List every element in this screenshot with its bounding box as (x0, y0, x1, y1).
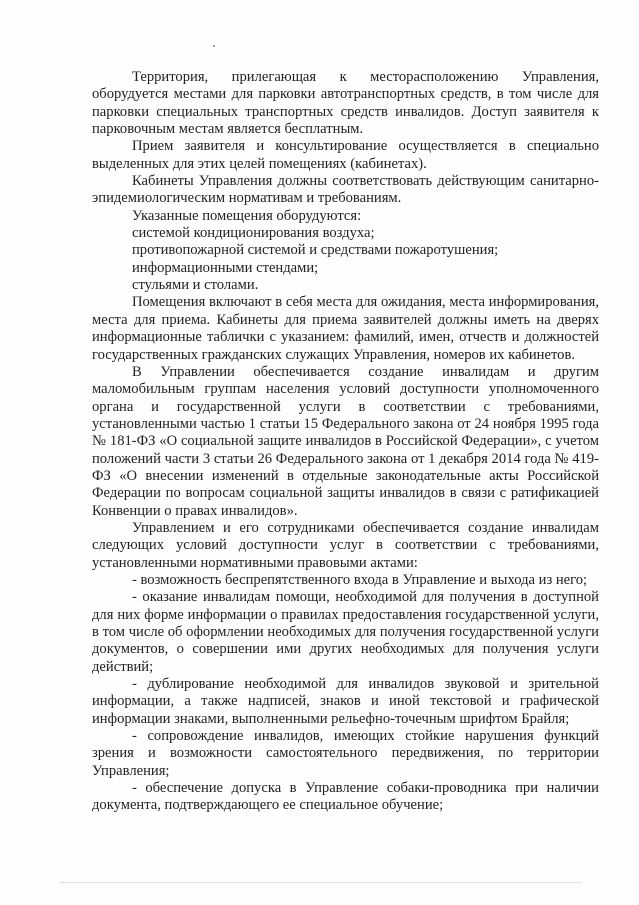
list-item-furniture: стульями и столами. (132, 277, 259, 294)
paragraph-equipment-intro: Указанные помещения оборудуются: (132, 207, 362, 224)
paragraph-reception: Прием заявителя и консультирование осуществляется в специально выделенных для этих целей помещениях (кабинетах). (92, 138, 599, 172)
scan-bottom-dots (60, 882, 580, 884)
list-item-guide-dog: - обеспечение допуска в Управление собаки-проводника при наличии документа, подтверждающего ее специальное обучение; (92, 780, 599, 814)
scan-speck (213, 45, 215, 47)
paragraph-cabinets: Кабинеты Управления должны соответствовать действующим санитарно-эпидемиологическим нормативам и требованиям. (92, 173, 599, 207)
paragraph-accessibility-conditions: Управлением и его сотрудниками обеспечивается создание инвалидам следующих условий доступности услуг в соответствии с требованиями, установленными нормативными правовыми актами: (92, 519, 599, 571)
list-item-braille: - дублирование необходимой для инвалидов звуковой и зрительной информации, а также надписей, знаков и иной текстовой и графической информации знаками, выполненными рельефно-точечным шрифтом Брайля; (92, 676, 599, 727)
list-item-escort: - сопровождение инвалидов, имеющих стойкие нарушения функций зрения и возможности самостоятельного передвижения, по территории Управления; (92, 728, 599, 779)
list-item-assistance: - оказание инвалидам помощи, необходимой для получения в доступной для них форме информации о правилах предоставления государственной услуги, в том числе об оформлении необходимых для получения государственной услуги документов, о совершении ими других необходимых для получения услуги действий; (92, 589, 599, 675)
list-item-fire-system: противопожарной системой и средствами пожаротушения; (132, 242, 499, 259)
list-item-info-stands: информационными стендами; (132, 259, 319, 276)
list-item-conditioning: системой кондиционирования воздуха; (132, 225, 375, 242)
paragraph-parking: Территория, прилегающая к месторасположению Управления, оборудуется местами для парковки автотранспортных средств, в том числе для парковки специальных транспортных средств инвалидов. Доступ заявителя к парковочным местам является бесплатным. (92, 69, 599, 138)
paragraph-accessibility-law: В Управлении обеспечивается создание инвалидам и другим маломобильным группам населения условий доступности уполномоченного органа и государственной услуги в соответствии с требованиями, установленными частью 1 статьи 15 Федерального закона от 24 ноября 1995 года № 181-ФЗ «О социальной защите инвалидов в Российской Федерации», с учетом положений части 3 статьи 26 Федерального закона от 1 декабря 2014 года № 419-ФЗ «О внесении изменений в отдельные законодательные акты Российской Федерации по вопросам социальной защиты инвалидов в связи с ратификацией Конвенции о правах инвалидов». (92, 363, 599, 519)
list-item-entrance: - возможность беспрепятственного входа в Управление и выхода из него; (132, 571, 588, 588)
paragraph-premises: Помещения включают в себя места для ожидания, места информирования, места для приема. Кабинеты для приема заявителей должны иметь на дверях информационные таблички с указанием: фамилий, имен, отчеств и должностей государственных гражданских служащих Управления, номеров их кабинетов. (92, 294, 599, 363)
document-body (92, 69, 599, 815)
